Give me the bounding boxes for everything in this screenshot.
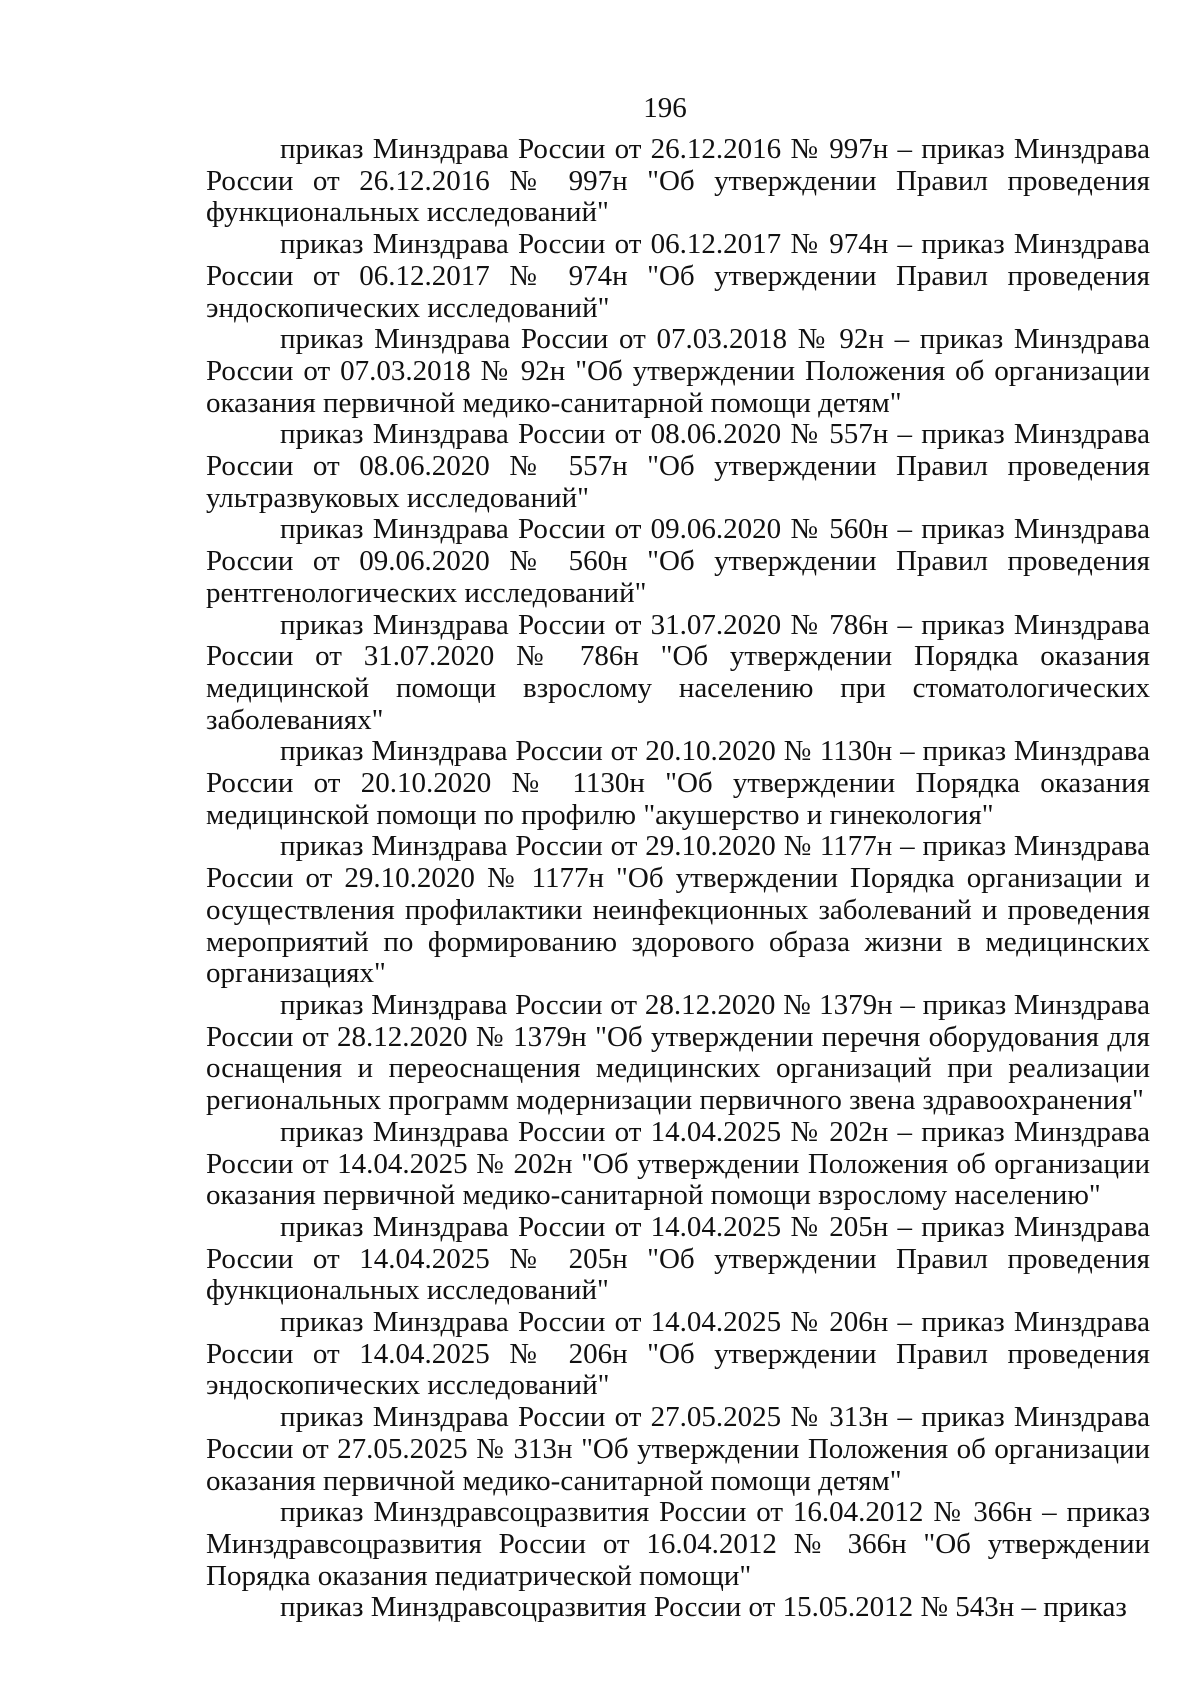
paragraph-order-560n-2020: приказ Минздрава России от 09.06.2020 № 560н – приказ Минздрава России от 09.06.2020 № 560н "Об утверждении Правил проведения рентгенологических исследований" — [206, 513, 1150, 609]
paragraph-order-1130n-2020: приказ Минздрава России от 20.10.2020 № 1130н – приказ Минздрава России от 20.10.2020 № 1130н "Об утверждении Порядка оказания медицинской помощи по профилю "акушерство и гинекология" — [206, 735, 1150, 831]
paragraph-order-205n-2025: приказ Минздрава России от 14.04.2025 № 205н – приказ Минздрава России от 14.04.2025 № 205н "Об утверждении Правил проведения функциональных исследований" — [206, 1210, 1150, 1307]
paragraph-order-1379n-2020: приказ Минздрава России от 28.12.2020 № 1379н – приказ Минздрава России от 28.12.2020 № 1379н "Об утверждении перечня оборудования для оснащения и переоснащения медицинских организаций при реализации региональных программ модернизации первичного звена здравоохранения" — [206, 988, 1150, 1117]
paragraph-order-202n-2025: приказ Минздрава России от 14.04.2025 № 202н – приказ Минздрава России от 14.04.2025 № 202н "Об утверждении Положения об организации оказания первичной медико-санитарной помощи взрослому населению" — [206, 1115, 1150, 1212]
paragraph-order-313n-2025: приказ Минздрава России от 27.05.2025 № 313н – приказ Минздрава России от 27.05.2025 № 313н "Об утверждении Положения об организации оказания первичной медико-санитарной помощи детям" — [206, 1401, 1150, 1497]
document-body — [206, 134, 1150, 1624]
paragraph-order-974n-2017: приказ Минздрава России от 06.12.2017 № 974н – приказ Минздрава России от 06.12.2017 № 974н "Об утверждении Правил проведения эндоскопических исследований" — [206, 228, 1150, 324]
paragraph-order-366n-2012: приказ Минздравсоцразвития России от 16.04.2012 № 366н – приказ Минздравсоцразвития России от 16.04.2012 № 366н "Об утверждении Порядка оказания педиатрической помощи" — [206, 1496, 1150, 1592]
paragraph-order-206n-2025: приказ Минздрава России от 14.04.2025 № 206н – приказ Минздрава России от 14.04.2025 № 206н "Об утверждении Правил проведения эндоскопических исследований" — [206, 1306, 1150, 1402]
paragraph-order-543n-2012: приказ Минздравсоцразвития России от 15.05.2012 № 543н – приказ — [280, 1591, 1127, 1624]
paragraph-order-997n-2016: приказ Минздрава России от 26.12.2016 № 997н – приказ Минздрава России от 26.12.2016 № 997н "Об утверждении Правил проведения функциональных исследований" — [206, 133, 1150, 229]
page-number: 196 — [643, 92, 687, 124]
paragraph-order-1177n-2020: приказ Минздрава России от 29.10.2020 № 1177н – приказ Минздрава России от 29.10.2020 № 1177н "Об утверждении Порядка организации и осуществления профилактики неинфекционных заболеваний и проведения мероприятий по формированию здорового образа жизни в медицинских организациях" — [206, 830, 1150, 990]
paragraph-order-786n-2020: приказ Минздрава России от 31.07.2020 № 786н – приказ Минздрава России от 31.07.2020 № 786н "Об утверждении Порядка оказания медицинской помощи взрослому населению при стоматологических заболеваниях" — [206, 608, 1150, 736]
paragraph-order-92n-2018: приказ Минздрава России от 07.03.2018 № 92н – приказ Минздрава России от 07.03.2018 № 92н "Об утверждении Положения об организации оказания первичной медико-санитарной помощи детям" — [206, 323, 1150, 419]
paragraph-order-557n-2020: приказ Минздрава России от 08.06.2020 № 557н – приказ Минздрава России от 08.06.2020 № 557н "Об утверждении Правил проведения ультразвуковых исследований" — [206, 418, 1150, 514]
